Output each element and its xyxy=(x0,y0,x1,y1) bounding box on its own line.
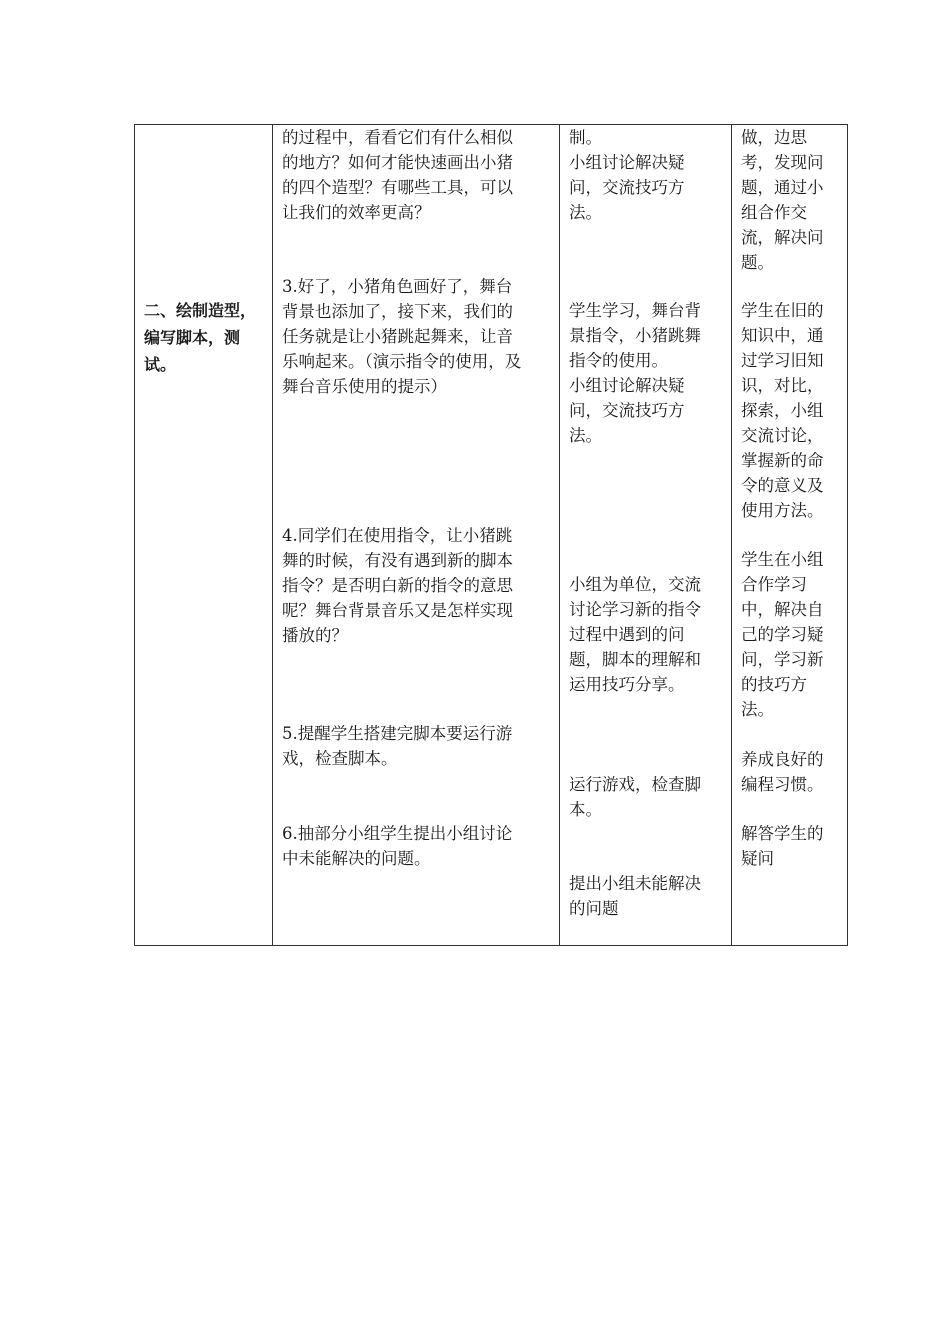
design-intent-4 xyxy=(741,747,824,797)
text-line: 制。 xyxy=(569,128,602,147)
stage-title-line: 编写脚本，测 xyxy=(144,328,241,347)
teacher-activity-1 xyxy=(282,125,513,225)
text-line: 呢？舞台背景音乐又是怎样实现 xyxy=(282,601,513,620)
design-intent-3 xyxy=(741,547,824,722)
text-line: 小组为单位，交流 xyxy=(569,575,701,594)
text-line: 疑问 xyxy=(741,849,774,868)
design-intent-5 xyxy=(741,821,824,871)
student-activity-3 xyxy=(569,572,701,697)
text-line: 法。 xyxy=(569,426,602,445)
text-line: 让我们的效率更高？ xyxy=(282,203,431,222)
text-line: 法。 xyxy=(741,700,774,719)
text-line: 掌握新的命 xyxy=(741,451,824,470)
text-line: 合作学习 xyxy=(741,575,807,594)
text-line: 交流讨论， xyxy=(741,426,824,445)
text-line: 流，解决问 xyxy=(741,228,824,247)
student-activity-1 xyxy=(569,125,685,225)
text-line: 戏，检查脚本。 xyxy=(282,749,398,768)
text-line: 6.抽部分小组学生提出小组讨论 xyxy=(282,824,513,843)
text-line: 5.提醒学生搭建完脚本要运行游 xyxy=(282,724,513,743)
design-intent-1 xyxy=(741,125,824,275)
text-line: 问，学习新 xyxy=(741,650,824,669)
text-line: 讨论学习新的指令 xyxy=(569,600,701,619)
text-line: 运用技巧分享。 xyxy=(569,675,685,694)
text-line: 法。 xyxy=(569,203,602,222)
text-line: 背景也添加了，接下来，我们的 xyxy=(282,302,513,321)
text-line: 题。 xyxy=(741,253,774,272)
text-line: 指令？是否明白新的指令的意思 xyxy=(282,576,513,595)
text-line: 编程习惯。 xyxy=(741,775,824,794)
text-line: 运行游戏，检查脚 xyxy=(569,775,701,794)
text-line: 问，交流技巧方 xyxy=(569,401,685,420)
text-line: 识，对比， xyxy=(741,376,824,395)
student-activity-5 xyxy=(569,871,701,921)
text-line: 令的意义及 xyxy=(741,476,824,495)
text-line: 的技巧方 xyxy=(741,675,807,694)
teacher-activity-4 xyxy=(282,721,512,771)
text-line: 探索，小组 xyxy=(741,401,824,420)
text-line: 使用方法。 xyxy=(741,501,824,520)
stage-title-line: 试。 xyxy=(144,355,177,374)
text-line: 做，边思 xyxy=(741,128,807,147)
teacher-activity-2 xyxy=(282,274,521,399)
text-line: 组合作交 xyxy=(741,203,807,222)
teacher-activity-5 xyxy=(282,821,512,871)
text-line: 学生在旧的 xyxy=(741,301,824,320)
student-activity-2 xyxy=(569,298,701,448)
text-line: 考，发现问 xyxy=(741,153,824,172)
text-line: 己的学习疑 xyxy=(741,625,824,644)
text-line: 提出小组未能解决 xyxy=(569,874,701,893)
text-line: 4.同学们在使用指令，让小猪跳 xyxy=(282,526,513,545)
text-line: 问，交流技巧方 xyxy=(569,178,685,197)
teacher-activity-3 xyxy=(282,523,513,648)
text-line: 养成良好的 xyxy=(741,750,824,769)
text-line: 本。 xyxy=(569,800,602,819)
text-line: 舞的时候，有没有遇到新的脚本 xyxy=(282,551,513,570)
text-line: 景指令，小猪跳舞 xyxy=(569,326,701,345)
text-line: 过学习旧知 xyxy=(741,351,824,370)
column-divider xyxy=(272,125,273,945)
text-line: 解答学生的 xyxy=(741,824,824,843)
student-activity-4 xyxy=(569,772,701,822)
text-line: 乐响起来。（演示指令的使用，及 xyxy=(282,352,522,371)
lesson-table xyxy=(134,124,848,946)
text-line: 的问题 xyxy=(569,899,619,918)
text-line: 学生在小组 xyxy=(741,550,824,569)
text-line: 舞台音乐使用的提示） xyxy=(282,377,447,396)
text-line: 中，解决自 xyxy=(741,600,824,619)
text-line: 任务就是让小猪跳起舞来，让音 xyxy=(282,327,513,346)
text-line: 题，通过小 xyxy=(741,178,824,197)
text-line: 学生学习，舞台背 xyxy=(569,301,701,320)
text-line: 3.好了，小猪角色画好了，舞台 xyxy=(282,277,513,296)
text-line: 小组讨论解决疑 xyxy=(569,153,685,172)
text-line: 知识中，通 xyxy=(741,326,824,345)
design-intent-2 xyxy=(741,298,824,523)
text-line: 小组讨论解决疑 xyxy=(569,376,685,395)
column-divider xyxy=(731,125,732,945)
column-divider xyxy=(559,125,560,945)
text-line: 播放的？ xyxy=(282,626,348,645)
text-line: 中未能解决的问题。 xyxy=(282,849,431,868)
text-line: 的过程中，看看它们有什么相似 xyxy=(282,128,513,147)
stage-title xyxy=(144,297,256,378)
text-line: 过程中遇到的问 xyxy=(569,625,685,644)
text-line: 的四个造型？有哪些工具，可以 xyxy=(282,178,513,197)
stage-title-line: 二、绘制造型， xyxy=(144,301,257,320)
text-line: 指令的使用。 xyxy=(569,351,668,370)
text-line: 题，脚本的理解和 xyxy=(569,650,701,669)
text-line: 的地方？如何才能快速画出小猪 xyxy=(282,153,513,172)
